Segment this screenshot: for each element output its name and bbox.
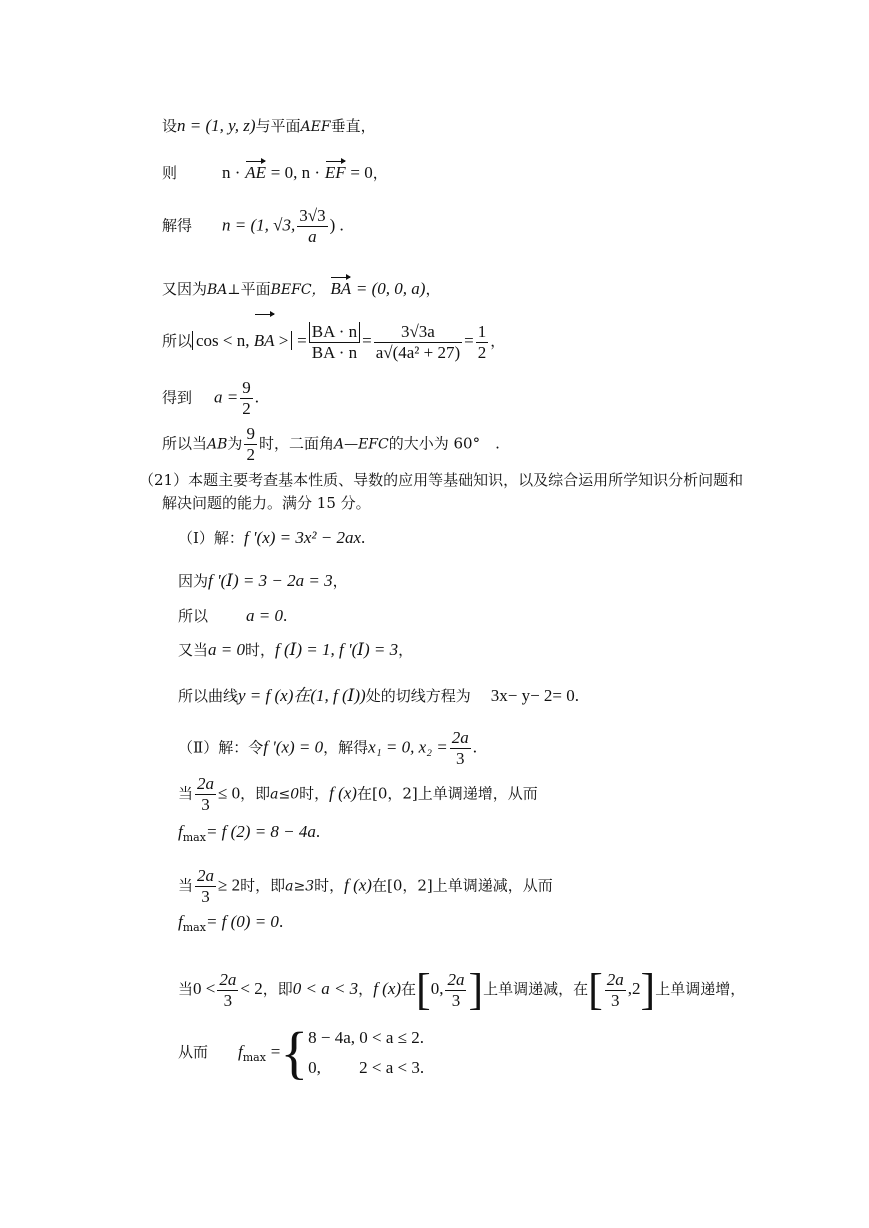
denominator: 3 xyxy=(217,990,238,1011)
text: a≥3 xyxy=(285,878,315,895)
text: （Ⅱ）解：令 xyxy=(178,738,264,757)
fraction-3 xyxy=(476,322,489,363)
text: 平面 xyxy=(240,280,271,298)
text: ， xyxy=(332,572,348,590)
fraction-1 xyxy=(309,322,360,363)
math: . xyxy=(574,686,579,705)
math: f (Ⅰ) = 1, f '(Ⅰ) = 3 xyxy=(275,640,399,659)
text: 的大小为 60° . xyxy=(388,434,500,453)
math: < 2 xyxy=(240,979,263,998)
fraction xyxy=(195,866,216,907)
fraction xyxy=(445,970,466,1011)
math: . xyxy=(361,528,366,547)
vector-ba: BA xyxy=(254,316,275,366)
text: 处的切线方程为 xyxy=(365,687,471,705)
denominator: 3 xyxy=(195,794,216,815)
text: 时， xyxy=(314,876,345,895)
math: a = 0 xyxy=(208,640,245,659)
fraction xyxy=(605,970,626,1011)
text: 解决问题的能力。满分 15 分。 xyxy=(162,494,371,512)
text: 与平面 xyxy=(255,117,301,135)
vector-ae: AE xyxy=(245,163,266,182)
text: BA⊥ xyxy=(207,282,241,298)
text: 在[0，2]上单调递减，从而 xyxy=(371,876,553,895)
denominator: 3 xyxy=(605,990,626,1011)
text: 当 xyxy=(178,876,194,895)
denominator: 3 xyxy=(445,990,466,1011)
math: ) . xyxy=(329,215,344,235)
math: f (x) xyxy=(329,783,357,803)
text: ， xyxy=(398,641,414,659)
text: 从而 xyxy=(178,1043,209,1061)
numerator: 9 xyxy=(242,378,251,397)
math: = xyxy=(270,1042,281,1061)
text: 在 xyxy=(401,980,417,998)
text: 上单调递增， xyxy=(655,980,746,998)
subscript: max xyxy=(182,921,206,934)
text: ，解得 xyxy=(323,738,369,757)
math: f xyxy=(178,822,183,841)
text: 为 xyxy=(227,434,243,453)
text: A—EFC xyxy=(333,436,389,453)
text: 解得 xyxy=(162,216,193,235)
numerator: 2a xyxy=(197,774,215,793)
text: ， xyxy=(358,980,374,998)
line-ba-perpendicular xyxy=(162,279,440,300)
math: n = (1, √3, xyxy=(222,215,296,235)
text: 又因为 xyxy=(162,280,208,298)
text: （21）本题主要考查基本性质、导数的应用等基础知识，以及综合运用所学知识分析问题和 xyxy=(139,471,744,489)
denominator: 2 xyxy=(242,399,251,418)
math: = f (2) = 8 − 4a xyxy=(205,822,316,841)
text: 时，二面角 xyxy=(258,434,334,453)
text: BEFC， xyxy=(270,282,326,298)
text: 时， xyxy=(299,784,330,803)
math: a = 0 xyxy=(246,606,283,625)
numerator: 2a xyxy=(447,969,465,989)
math: ≥ 2 xyxy=(218,875,241,895)
numerator: BA · n xyxy=(309,322,360,342)
math: = (0, 0, a) xyxy=(355,279,426,298)
denominator: 3 xyxy=(450,748,471,769)
numerator: 2a xyxy=(197,866,215,885)
denominator: 3 xyxy=(195,886,216,907)
subscript: max xyxy=(182,831,206,844)
text: 设 xyxy=(162,117,178,135)
vector-ef: EF xyxy=(324,163,346,182)
line-derivative xyxy=(178,528,365,548)
line-fmax-1 xyxy=(178,822,320,848)
math: . xyxy=(283,606,288,625)
numerator: 1 xyxy=(477,321,487,341)
math: = f (0) = 0 xyxy=(205,912,279,931)
line-when-a0 xyxy=(178,640,413,660)
math: f (x) xyxy=(344,875,372,895)
line-case-3: 当0 < $\frac{2a}{3}$ < 2，即0 < a < 3，f (x)在[0, $\frac{2a}{3}$ ]上单调递减，在[ $\frac{2a}{3}$ ,2]上单调递增， xyxy=(178,965,746,1014)
math: a = xyxy=(214,387,239,407)
math: = 0 xyxy=(350,163,373,182)
text: ， xyxy=(490,332,506,350)
line-part-two xyxy=(178,728,477,769)
numerator: 3√3a xyxy=(400,321,435,341)
math: f '(Ⅰ) = 3 − 2a = 3 xyxy=(208,571,333,590)
text: 因为 xyxy=(178,572,209,590)
text: 当 xyxy=(178,980,194,998)
text: 垂直， xyxy=(330,117,376,135)
math: 0 < xyxy=(193,979,216,998)
fraction xyxy=(244,424,257,465)
math: y = f (x)在(1, f (Ⅰ)) xyxy=(238,686,366,705)
denominator: a√(4a² + 27) xyxy=(375,342,461,362)
numerator: 9 xyxy=(246,424,255,443)
math: 0 < a < 3 xyxy=(292,979,359,998)
fraction xyxy=(450,728,471,769)
denominator: BA · n xyxy=(309,342,360,363)
math: 0, xyxy=(430,979,444,998)
line-case-1 xyxy=(178,774,538,815)
text: 时，即 xyxy=(240,876,286,895)
text: 上单调递减，在 xyxy=(483,980,589,998)
line-case-2 xyxy=(178,866,553,907)
line-solve-n xyxy=(162,206,344,247)
fraction xyxy=(240,378,253,419)
line-conclusion-20 xyxy=(162,424,500,465)
text: 又当 xyxy=(178,641,209,659)
line-tangent xyxy=(178,686,579,706)
text: 所以 xyxy=(162,332,193,350)
piecewise-cases xyxy=(308,1023,424,1083)
math: . xyxy=(278,912,284,931)
text: ，即 xyxy=(262,980,293,998)
text: ， xyxy=(425,280,441,298)
math: f '(x) = 3x² − 2ax xyxy=(243,528,362,547)
text: 所以 xyxy=(178,607,209,625)
text: AB xyxy=(207,436,228,453)
numerator: 2a xyxy=(606,969,624,989)
fraction xyxy=(217,970,238,1011)
math: f xyxy=(178,912,183,931)
math: 3x− y− 2= 0 xyxy=(490,686,575,705)
line-a-value xyxy=(162,378,259,419)
text: 在[0，2]上单调递增，从而 xyxy=(356,784,538,803)
case-1: 8 − 4a, 0 < a ≤ 2. xyxy=(308,1028,425,1047)
math: = 0, n · xyxy=(270,163,321,182)
line-fmax-piecewise: 从而 $f_{max}$ ={ 8 − 4a, 0 < a ≤ 2. 0, 2 < a < 3. xyxy=(178,1020,425,1085)
math: f '(x) = 0 xyxy=(263,737,324,757)
denominator: a xyxy=(297,226,327,247)
text: ， xyxy=(372,164,388,182)
subscript: max xyxy=(242,1051,266,1064)
text: 当 xyxy=(178,784,194,803)
math: cos < n, xyxy=(196,331,250,350)
line-because xyxy=(178,571,348,591)
text: 所以当 xyxy=(162,434,208,453)
line-therefore-a xyxy=(178,606,287,626)
math: f xyxy=(238,1042,243,1061)
numerator: 2a xyxy=(451,728,469,747)
numerator: 3√3 xyxy=(299,206,326,225)
line-fmax-2 xyxy=(178,912,283,938)
math: n · xyxy=(222,163,241,182)
math: . xyxy=(472,737,478,757)
math: ,2 xyxy=(627,979,641,998)
fraction xyxy=(297,206,327,247)
problem-21-intro xyxy=(139,470,743,490)
text: a≤0 xyxy=(270,786,300,803)
line-plane-normal xyxy=(162,116,376,137)
math: n = (1, y, z) xyxy=(177,116,256,135)
case-2: 0, 2 < a < 3. xyxy=(308,1058,425,1077)
math: f (x) xyxy=(373,979,402,998)
text: AEF xyxy=(300,119,331,135)
text: 则 xyxy=(162,164,178,182)
denominator: 2 xyxy=(246,445,255,464)
math: x₁ = 0, x₂ = xyxy=(368,737,448,757)
line-cosine: 所以 cos < n, BA > = $\frac{BA \cdot n}{BA \cdot n}$ = $\frac{3√3a}{\text{a√(4a² + 27)}}$ = $\frac{1}{2}$ ， xyxy=(162,316,505,366)
numerator: 2a xyxy=(219,969,237,989)
math: ≤ 0 xyxy=(218,783,241,803)
fraction xyxy=(195,774,216,815)
vector-ba: BA xyxy=(330,279,352,298)
denominator: 2 xyxy=(477,342,487,362)
text: 所以曲线 xyxy=(178,687,239,705)
text: 时， xyxy=(245,641,276,659)
abs-cos xyxy=(192,331,292,350)
fraction-2 xyxy=(374,322,462,363)
problem-21-intro-cont xyxy=(162,493,371,513)
math: . xyxy=(254,387,259,407)
math: . xyxy=(315,822,321,841)
line-dot-products xyxy=(162,163,388,183)
text: （Ⅰ）解： xyxy=(178,529,244,547)
text: ，即 xyxy=(240,784,271,803)
text: 得到 xyxy=(162,388,193,407)
math: > xyxy=(278,331,289,350)
